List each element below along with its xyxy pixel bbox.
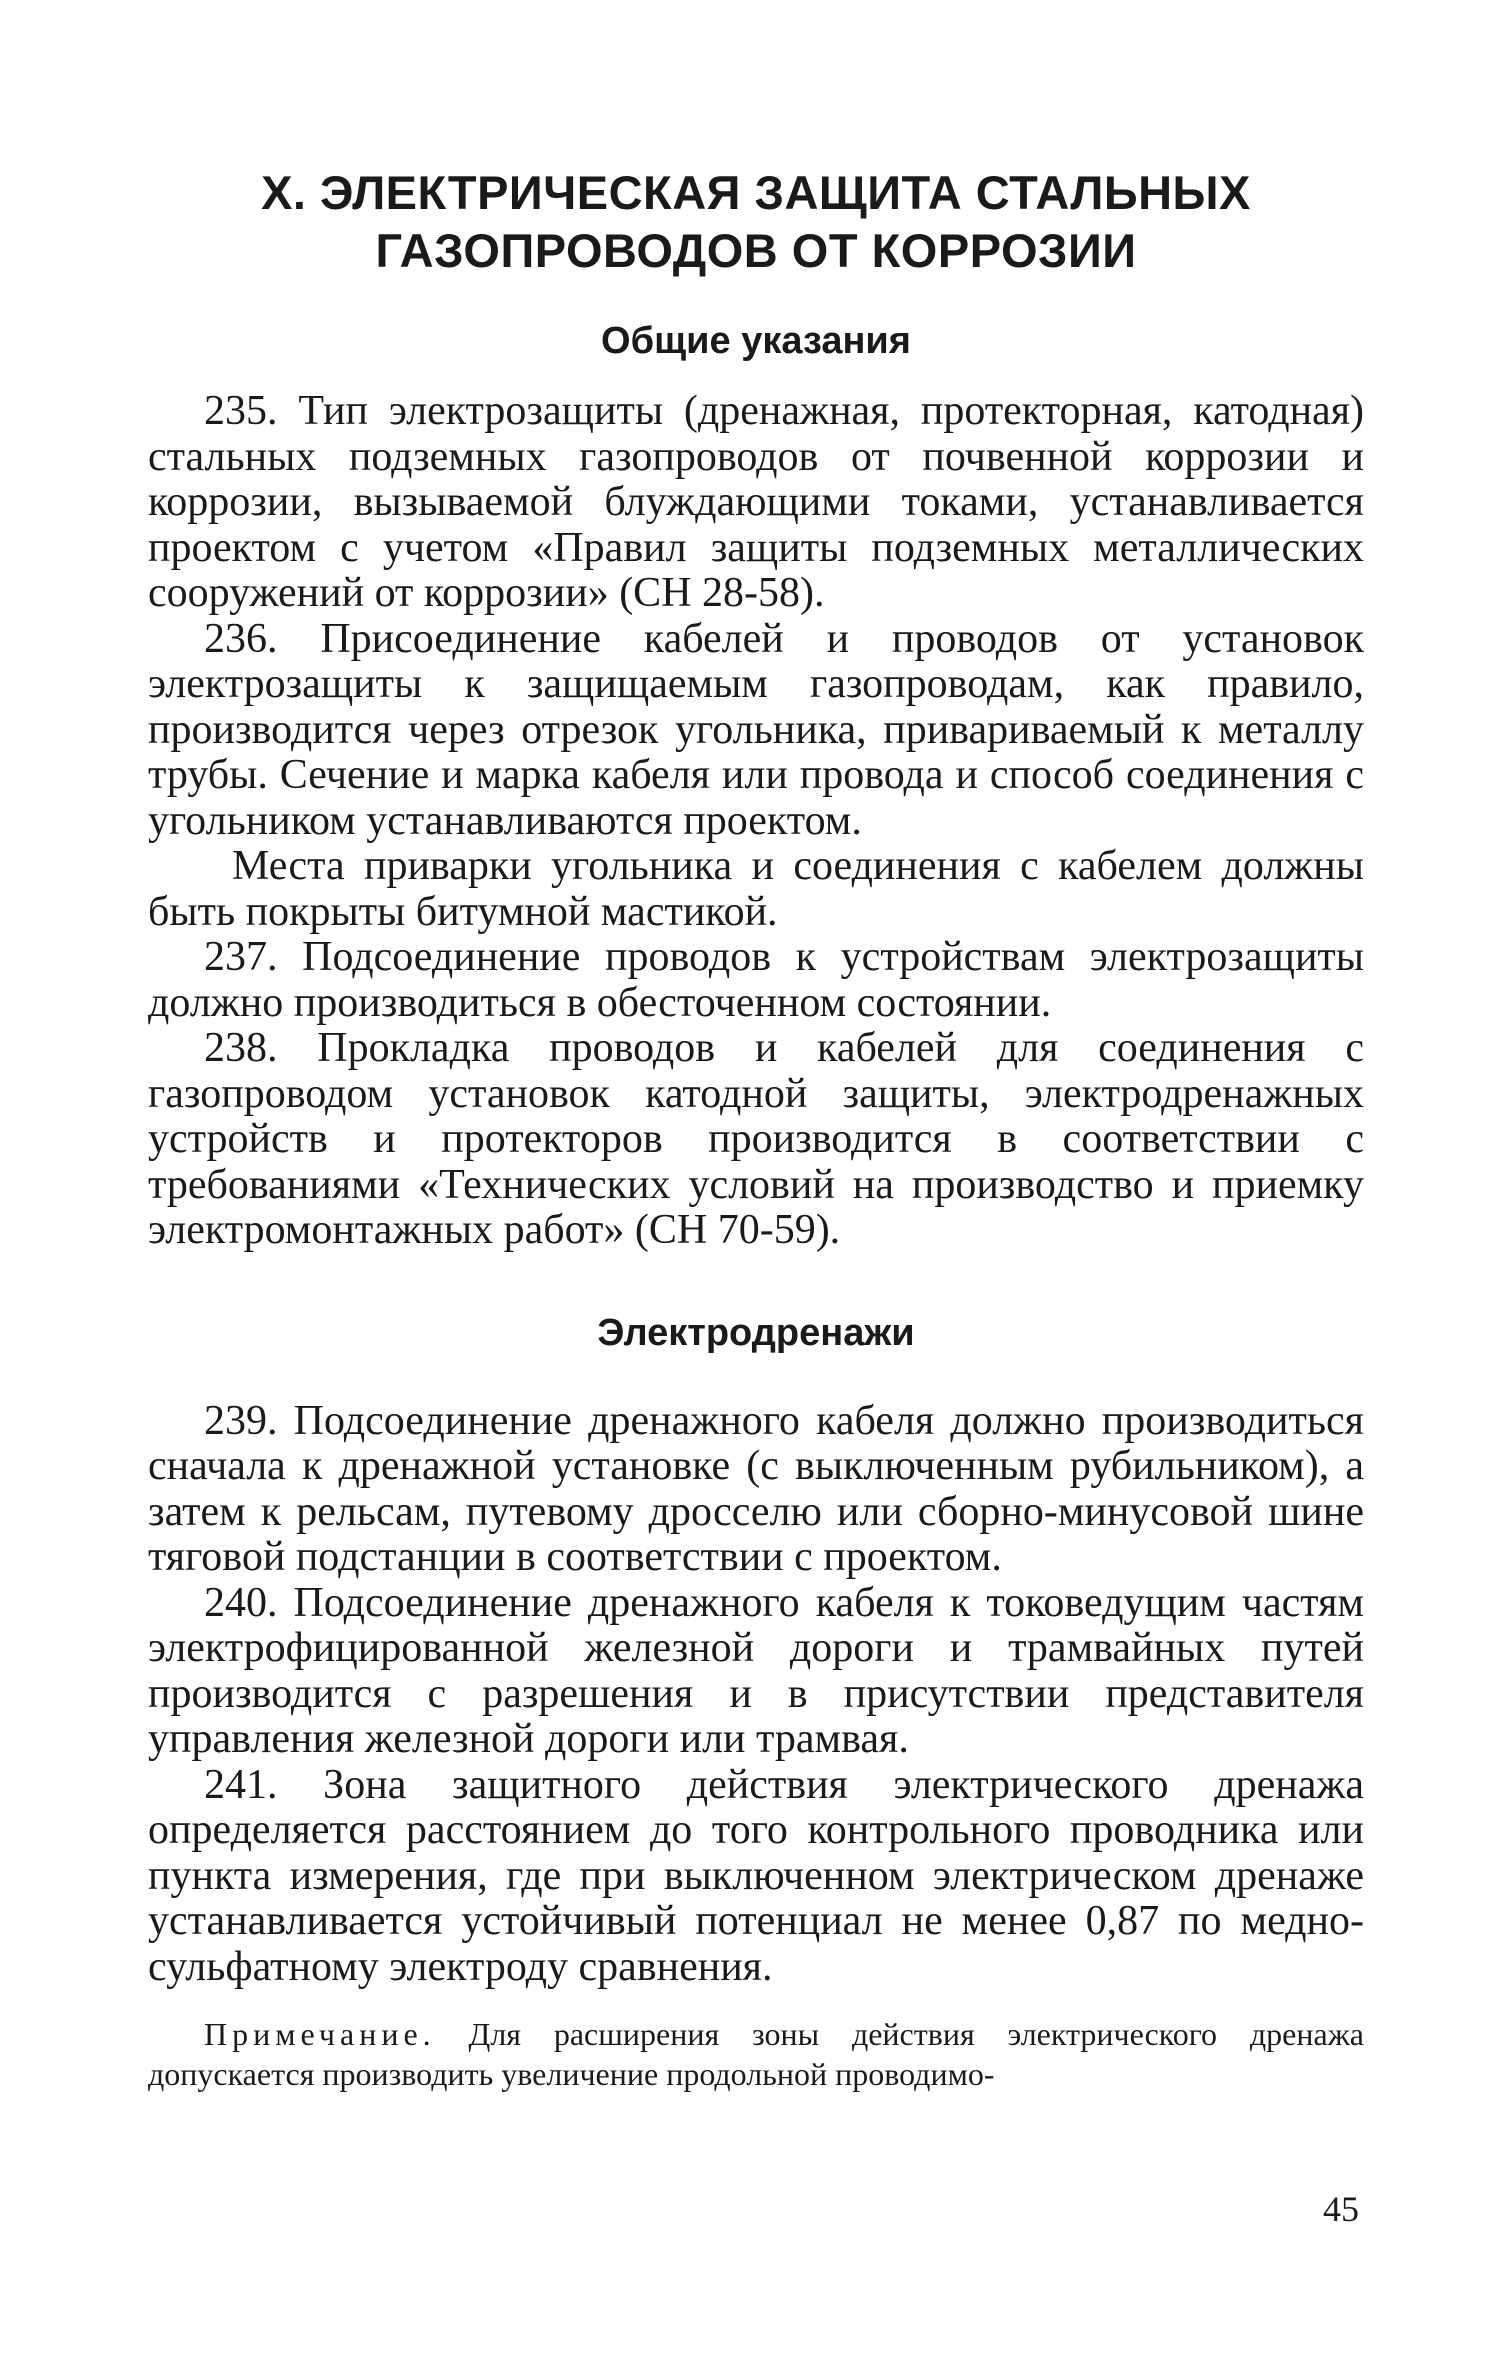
note-label: Примечание. [204, 2016, 436, 2052]
paragraph-238: 238. Прокладка проводов и кабелей для соединения с газопроводом установок катодной защиты, электродренажных устройств и протекторов производится в соответствии с требованиями «Технических условий на производство и приемку электромонтажных работ» (СН 70-59). [148, 1025, 1364, 1253]
note-text: Для расширения зоны действия электрического дренажа допускается производить увеличение продольной проводимо- [148, 2016, 1365, 2092]
section-title [148, 164, 1364, 280]
paragraph-237: 237. Подсоединение проводов к устройствам электрозащиты должно производиться в обесточенном состоянии. [148, 934, 1364, 1026]
paragraph-235: 235. Тип электрозащиты (дренажная, протекторная, катодная) стальных подземных газопроводов от почвенной коррозии и коррозии, вызываемой блуждающими токами, устанавливается проектом с учетом «Правил защиты подземных металлических сооружений от коррозии» (СН 28-58). [148, 388, 1364, 616]
subheading-drainage: Электродренажи [597, 1311, 915, 1354]
paragraph-241: 241. Зона защитного действия электрического дренажа определяется расстоянием до того контрольного проводника или пункта измерения, где при выключенном электрическом дренаже устанавливается устойчивый потенциал не менее 0,87 по медно-сульфатному электроду сравнения. [148, 1761, 1364, 1990]
section-title-line-2: ГАЗОПРОВОДОВ ОТ КОРРОЗИИ [375, 224, 1137, 277]
page-number: 45 [1323, 2189, 1359, 2229]
section-title-line-1: X. ЭЛЕКТРИЧЕСКАЯ ЗАЩИТА СТАЛЬНЫХ [261, 166, 1251, 219]
document-page [148, 150, 1364, 2094]
note [148, 2014, 1364, 2094]
subheading-general: Общие указания [601, 320, 911, 362]
paragraph-240: 240. Подсоединение дренажного кабеля к токоведущим частям электрофицированной железной дороги и трамвайных путей производится с разрешения и в присутствии представителя управления железной дороги или трамвая. [148, 1579, 1364, 1762]
paragraph-236: 236. Присоединение кабелей и проводов от установок электрозащиты к защищаемым газопроводам, как правило, производится через отрезок угольника, привариваемый к металлу трубы. Сечение и марка кабеля или провода и способ соединения с угольником устанавливаются проектом. [148, 615, 1364, 844]
paragraph-236-continued: Места приварки угольника и соединения с кабелем должны быть покрыты битумной мастикой. [148, 843, 1364, 935]
paragraph-239: 239. Подсоединение дренажного кабеля должно производиться сначала к дренажной установке (с выключенным рубильником), а затем к рельсам, путевому дросселю или сборно-минусовой шине тяговой подстанции в соответствии с проектом. [148, 1397, 1364, 1580]
